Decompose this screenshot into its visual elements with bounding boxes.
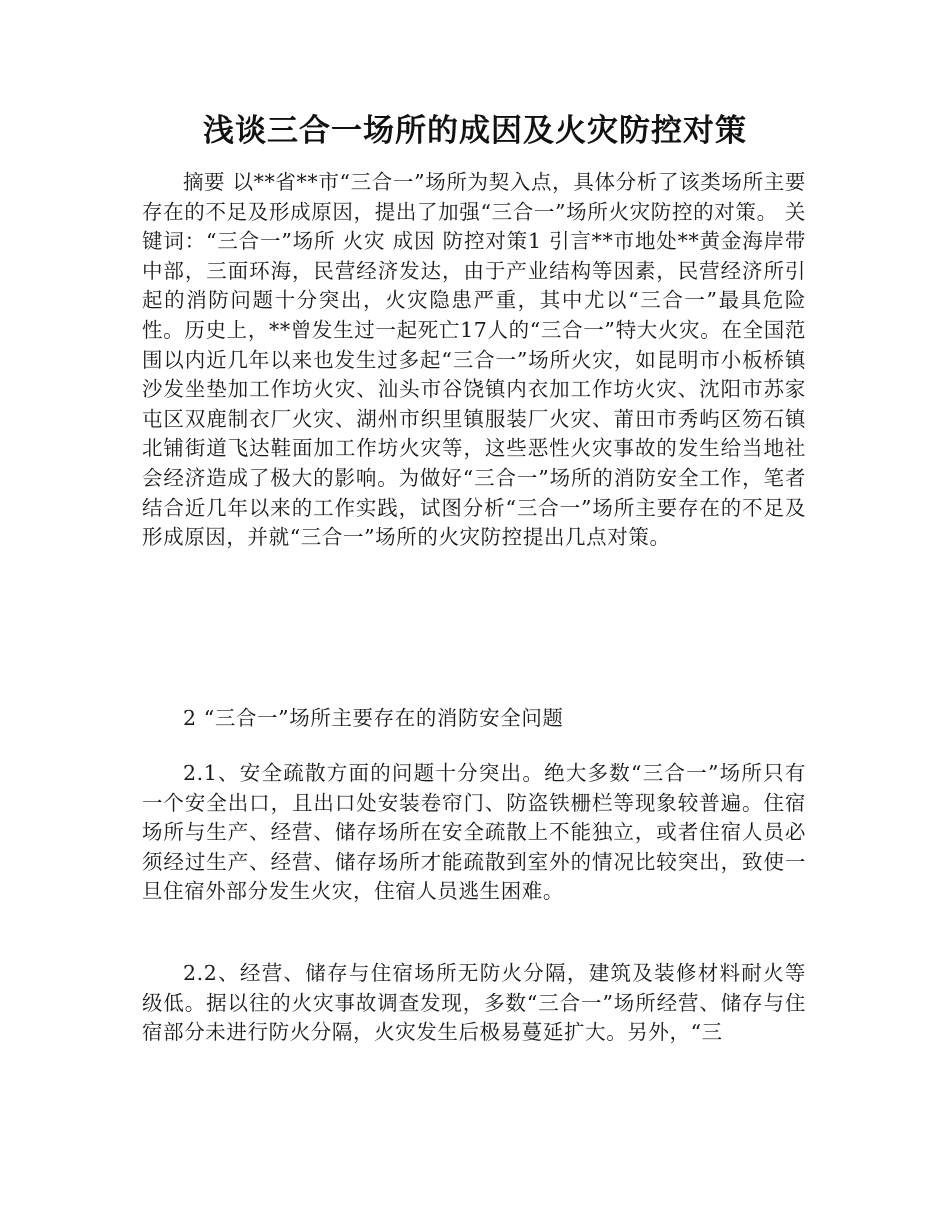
abstract-paragraph: 摘要 以**省**市“三合一”场所为契入点，具体分析了该类场所主要存在的不足及形成原因，提出了加强“三合一”场所火灾防控的对策。 关键词：“三合一”场所 火灾 成因 防控对策1 引言**市地处**黄金海岸带中部，三面环海，民营经济发达，由于产业结构等因素，民营经济所引起的消防问题十分突出，火灾隐患严重，其中尤以“三合一”最具危险性。历史上，**曾发生过一起死亡17人的“三合一”特大火灾。在全国范围以内近几年以来也发生过多起“三合一”场所火灾，如昆明市小板桥镇沙发坐垫加工作坊火灾、汕头市谷饶镇内衣加工作坊火灾、沈阳市苏家屯区双鹿制衣厂火灾、湖州市织里镇服装厂火灾、莆田市秀屿区笏石镇北铺街道飞达鞋面加工作坊火灾等，这些恶性火灾事故的发生给当地社会经济造成了极大的影响。为做好“三合一”场所的消防安全工作，笔者结合近几年以来的工作实践，试图分析“三合一”场所主要存在的不足及形成原因，并就“三合一”场所的火灾防控提出几点对策。: [142, 170, 806, 550]
section-2-1-paragraph: 2.1、安全疏散方面的问题十分突出。绝大多数“三合一”场所只有一个安全出口，且出口处安装卷帘门、防盗铁栅栏等现象较普遍。住宿场所与生产、经营、储存场所在安全疏散上不能独立，或者住宿人员必须经过生产、经营、储存场所才能疏散到室外的情况比较突出，致使一旦住宿外部分发生火灾，住宿人员逃生困难。: [142, 761, 806, 904]
document-title: 浅谈三合一场所的成因及火灾防控对策: [203, 113, 747, 149]
section-2-heading: 2 “三合一”场所主要存在的消防安全问题: [183, 706, 564, 730]
section-2-2-paragraph: 2.2、经营、储存与住宿场所无防火分隔，建筑及装修材料耐火等级低。据以往的火灾事故调查发现，多数“三合一”场所经营、储存与住宿部分未进行防火分隔，火灾发生后极易蔓延扩大。另外，“三: [142, 961, 806, 1045]
